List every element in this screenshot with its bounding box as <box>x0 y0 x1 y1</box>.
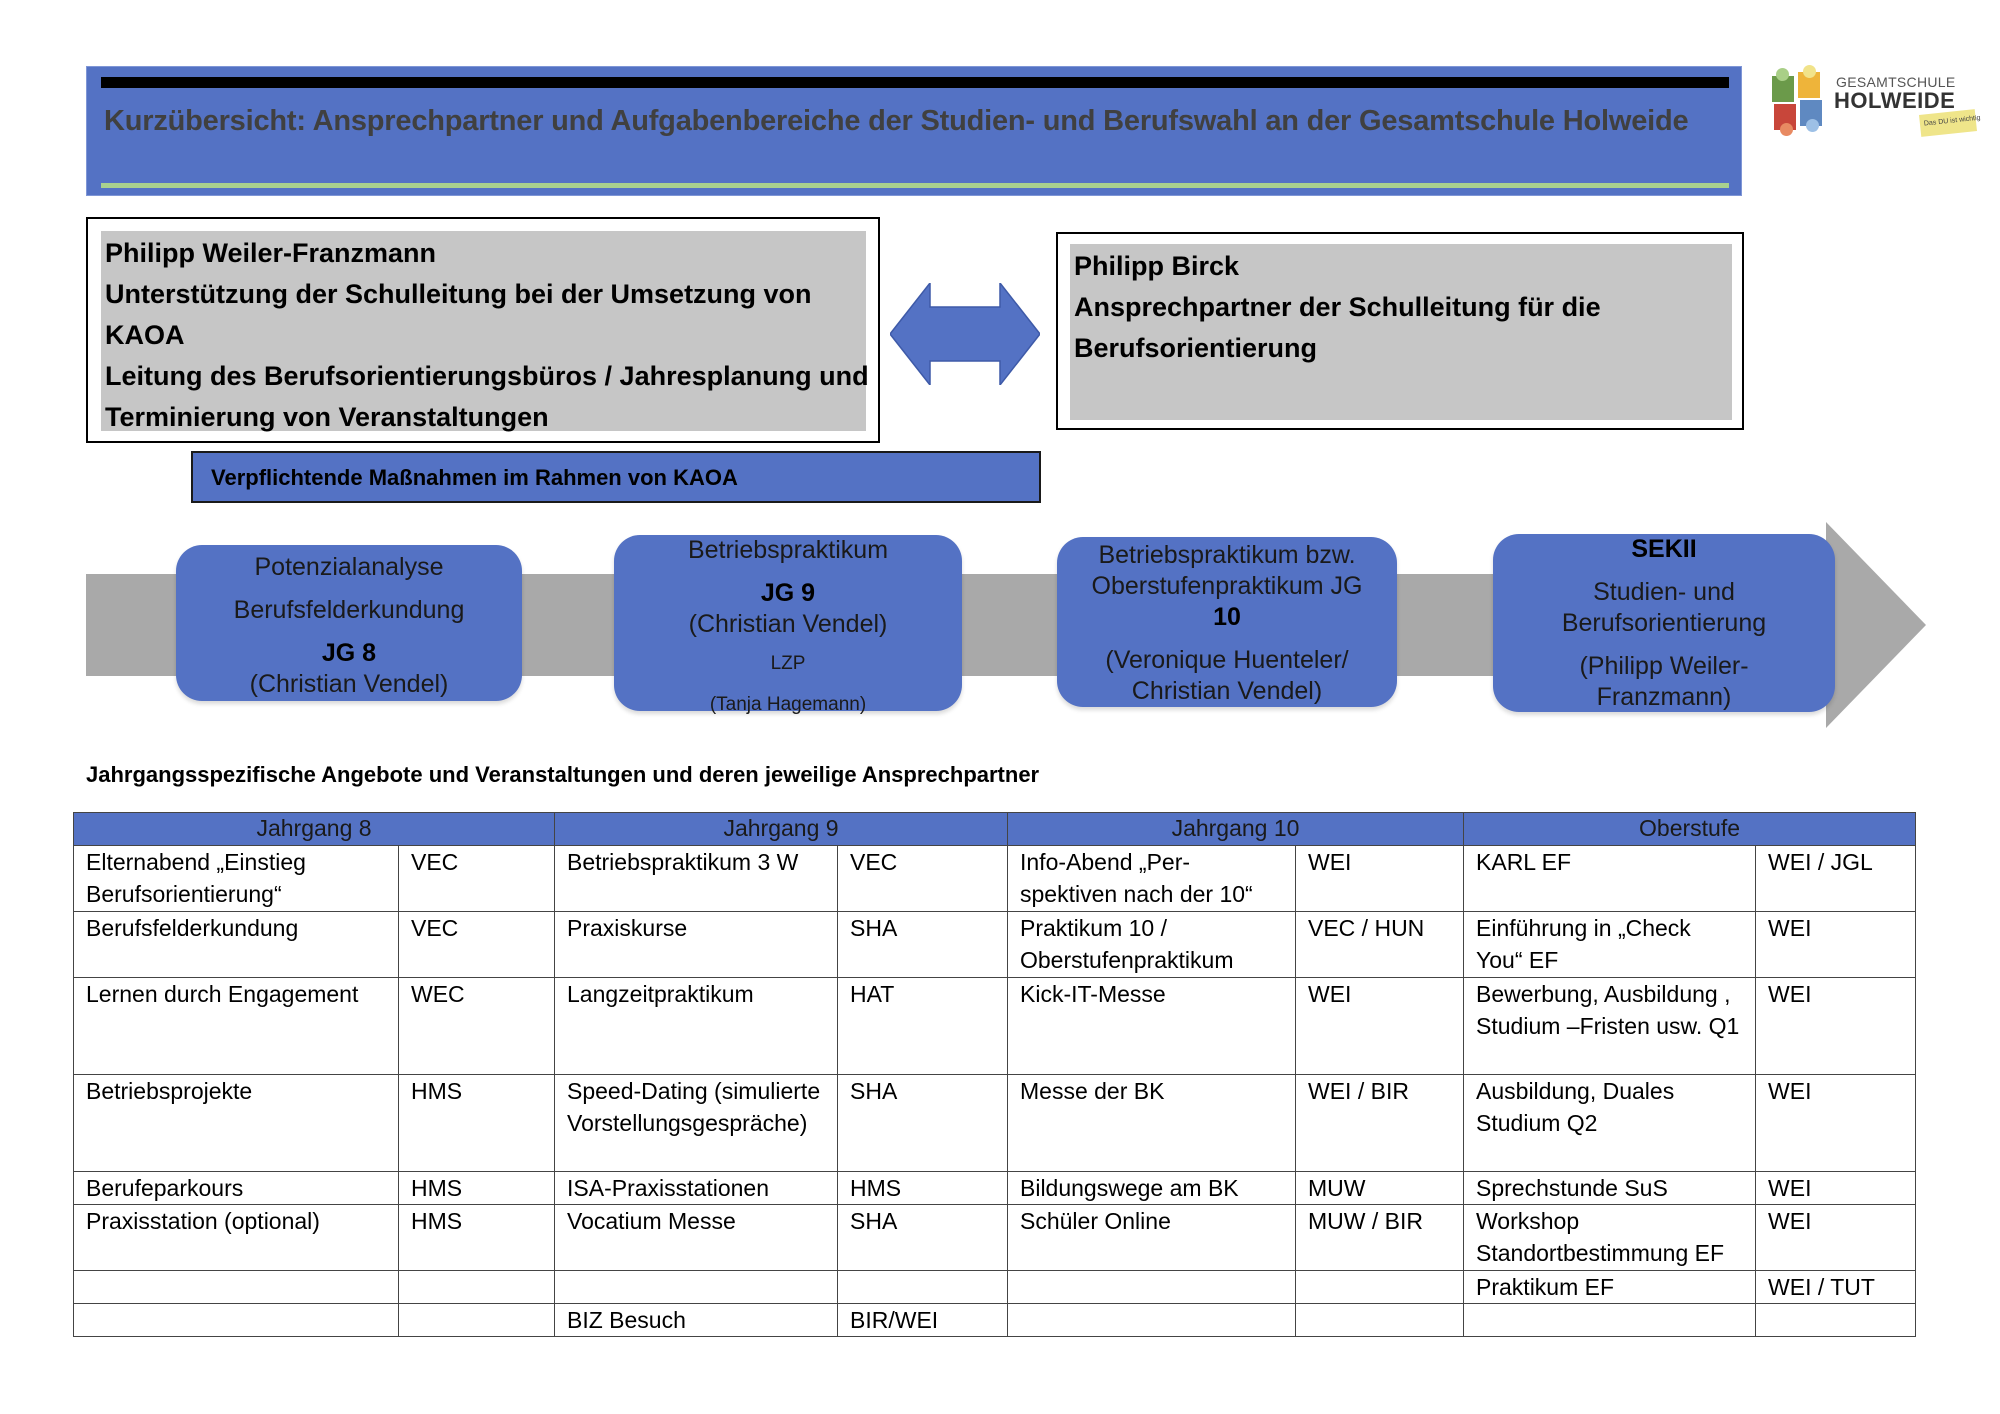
step-contact: (Christian Vendel) <box>249 670 449 698</box>
step-line: Potenzialanalyse <box>254 553 444 581</box>
contact-box-fill <box>1070 244 1732 420</box>
cell-contact: HAT <box>838 978 1008 1075</box>
cell-offer: Elternabend „Einstieg Berufsorientierung“ <box>74 846 399 912</box>
header-jahrgang-8: Jahrgang 8 <box>74 813 555 846</box>
step-contact: (Tanja Hagemann) <box>709 694 867 715</box>
cell-offer: Praxiskurse <box>555 912 838 978</box>
cell-contact <box>399 1304 555 1337</box>
step-line: Oberstufenpraktikum JG <box>1091 572 1363 600</box>
cell-contact: VEC / HUN <box>1296 912 1464 978</box>
cell-contact: MUW <box>1296 1172 1464 1205</box>
cell-contact: VEC <box>399 912 555 978</box>
cell-contact: BIR/WEI <box>838 1304 1008 1337</box>
step-contact: (Veronique Huenteler/ <box>1105 646 1349 674</box>
logo-line1: GESAMTSCHULE <box>1836 74 1956 90</box>
logo-dot-yellow <box>1803 65 1816 78</box>
contact-box-birck <box>1056 232 1744 430</box>
cell-contact: SHA <box>838 1075 1008 1172</box>
cell-contact: WEI / JGL <box>1756 846 1916 912</box>
step-line: Berufsfelderkundung <box>233 596 465 624</box>
kaoa-label <box>191 451 1041 503</box>
contact-name: Philipp Birck <box>1074 251 1240 281</box>
table-row <box>74 1205 1916 1271</box>
contact-line: Unterstützung der Schulleitung bei der Umsetzung von <box>105 279 812 309</box>
timeline-step-jg8 <box>176 545 522 701</box>
cell-offer <box>74 1271 399 1304</box>
step-line: Betriebspraktikum <box>687 536 889 564</box>
cell-offer: ISA-Praxisstationen <box>555 1172 838 1205</box>
step-contact: (Philipp Weiler- <box>1579 652 1749 680</box>
cell-contact: HMS <box>399 1205 555 1271</box>
timeline-step-jg10 <box>1057 537 1397 707</box>
logo-dot-red <box>1780 123 1793 136</box>
banner-top-rule <box>101 77 1729 88</box>
logo-dot-blue <box>1806 119 1819 132</box>
header-banner <box>86 66 1742 196</box>
step-grade: JG 8 <box>321 639 377 667</box>
cell-contact <box>1756 1304 1916 1337</box>
cell-offer <box>555 1271 838 1304</box>
cell-contact: WEI <box>1756 978 1916 1075</box>
cell-contact: MUW / BIR <box>1296 1205 1464 1271</box>
cell-offer: Ausbildung, Duales Studium Q2 <box>1464 1075 1756 1172</box>
step-contact: (Christian Vendel) <box>688 610 888 638</box>
timeline-step-jg9 <box>614 535 962 715</box>
contact-box-fill <box>101 231 869 432</box>
table-row <box>74 1304 1916 1337</box>
table-row <box>74 912 1916 978</box>
logo-dot-green <box>1776 68 1789 81</box>
cell-offer: Langzeitpraktikum <box>555 978 838 1075</box>
contact-name: Philipp Weiler-Franzmann <box>105 238 437 268</box>
cell-offer: Berufsfelderkundung <box>74 912 399 978</box>
table-row <box>74 978 1916 1075</box>
cell-offer: Lernen durch Engagement <box>74 978 399 1075</box>
contact-line: Leitung des Berufsorientierungsbüros / Jahresplanung und <box>105 361 869 391</box>
step-line: Studien- und <box>1593 578 1735 606</box>
cell-offer: Praxisstation (optional) <box>74 1205 399 1271</box>
step-line: Berufsorientierung <box>1561 609 1767 637</box>
cell-contact: SHA <box>838 912 1008 978</box>
cell-contact <box>399 1271 555 1304</box>
cell-offer <box>74 1304 399 1337</box>
step-grade: 10 <box>1213 603 1241 631</box>
section-title: Jahrgangsspezifische Angebote und Veranstaltungen und deren jeweilige Ansprechpartner <box>86 762 1040 787</box>
timeline-arrowhead-icon <box>1826 522 1926 728</box>
cell-contact: SHA <box>838 1205 1008 1271</box>
cell-contact: WEI <box>1756 1075 1916 1172</box>
cell-offer: Info-Abend „Per-spektiven nach der 10“ <box>1008 846 1296 912</box>
header-jahrgang-10: Jahrgang 10 <box>1008 813 1464 846</box>
contact-box-weiler-franzmann <box>86 217 880 443</box>
cell-contact: HMS <box>838 1172 1008 1205</box>
table-header-row <box>74 813 1916 846</box>
cell-offer: Berufeparkours <box>74 1172 399 1205</box>
cell-offer: Kick-IT-Messe <box>1008 978 1296 1075</box>
cell-offer: Sprechstunde SuS <box>1464 1172 1756 1205</box>
cell-contact: WEI <box>1296 978 1464 1075</box>
cell-offer: Schüler Online <box>1008 1205 1296 1271</box>
step-line: LZP <box>770 653 806 674</box>
step-grade: JG 9 <box>760 579 816 607</box>
cell-offer: KARL EF <box>1464 846 1756 912</box>
logo-line2: HOLWEIDE <box>1834 88 1956 113</box>
cell-offer: Messe der BK <box>1008 1075 1296 1172</box>
cell-offer: Bildungswege am BK <box>1008 1172 1296 1205</box>
cell-contact: WEI <box>1756 1205 1916 1271</box>
page-title: Kurzübersicht: Ansprechpartner und Aufgabenbereiche der Studien- und Berufswahl an der Gesamtschule Holweide <box>104 105 1689 137</box>
cell-offer: Praktikum EF <box>1464 1271 1756 1304</box>
cell-contact: HMS <box>399 1172 555 1205</box>
cell-contact: HMS <box>399 1075 555 1172</box>
contact-line: KAOA <box>105 320 185 350</box>
step-contact: Christian Vendel) <box>1131 677 1323 705</box>
contact-line: Berufsorientierung <box>1074 333 1318 363</box>
cell-offer: Betriebspraktikum 3 W <box>555 846 838 912</box>
cell-contact: VEC <box>838 846 1008 912</box>
cell-offer: Bewerbung, Ausbildung , Studium –Fristen usw. Q1 <box>1464 978 1756 1075</box>
step-contact: Franzmann) <box>1596 683 1732 711</box>
contact-line: Terminierung von Veranstaltungen <box>105 402 549 432</box>
cell-contact <box>838 1271 1008 1304</box>
cell-offer: Vocatium Messe <box>555 1205 838 1271</box>
table-row <box>74 1075 1916 1172</box>
cell-offer: Workshop Standortbestimmung EF <box>1464 1205 1756 1271</box>
cell-offer: Einführung in „Check You“ EF <box>1464 912 1756 978</box>
cell-contact: VEC <box>399 846 555 912</box>
cell-offer <box>1008 1271 1296 1304</box>
offers-table <box>73 812 1916 1337</box>
kaoa-label-text: Verpflichtende Maßnahmen im Rahmen von KAOA <box>211 465 738 490</box>
cell-offer: Betriebsprojekte <box>74 1075 399 1172</box>
step-line: Betriebspraktikum bzw. <box>1098 541 1356 569</box>
cell-contact <box>1296 1304 1464 1337</box>
banner-bottom-rule <box>101 183 1729 188</box>
cell-offer <box>1464 1304 1756 1337</box>
step-grade: SEKII <box>1631 535 1697 563</box>
double-arrow-icon <box>890 283 1040 385</box>
school-logo <box>1770 62 1980 137</box>
cell-contact: WEI / TUT <box>1756 1271 1916 1304</box>
cell-contact: WEI / BIR <box>1296 1075 1464 1172</box>
table-row <box>74 846 1916 912</box>
cell-offer <box>1008 1304 1296 1337</box>
cell-contact: WEI <box>1756 912 1916 978</box>
cell-contact: WEI <box>1756 1172 1916 1205</box>
table-row <box>74 1271 1916 1304</box>
timeline-step-sekii <box>1493 534 1835 712</box>
cell-contact <box>1296 1271 1464 1304</box>
cell-offer: Speed-Dating (simulierte Vorstellungsgespräche) <box>555 1075 838 1172</box>
cell-contact: WEC <box>399 978 555 1075</box>
contact-line: Ansprechpartner der Schulleitung für die <box>1074 292 1601 322</box>
cell-offer: Praktikum 10 / Oberstufenpraktikum <box>1008 912 1296 978</box>
table-row <box>74 1172 1916 1205</box>
header-oberstufe: Oberstufe <box>1464 813 1916 846</box>
cell-offer: BIZ Besuch <box>555 1304 838 1337</box>
header-jahrgang-9: Jahrgang 9 <box>555 813 1008 846</box>
logo-tagline: Das DU ist wichtig <box>1919 109 1977 137</box>
cell-contact: WEI <box>1296 846 1464 912</box>
